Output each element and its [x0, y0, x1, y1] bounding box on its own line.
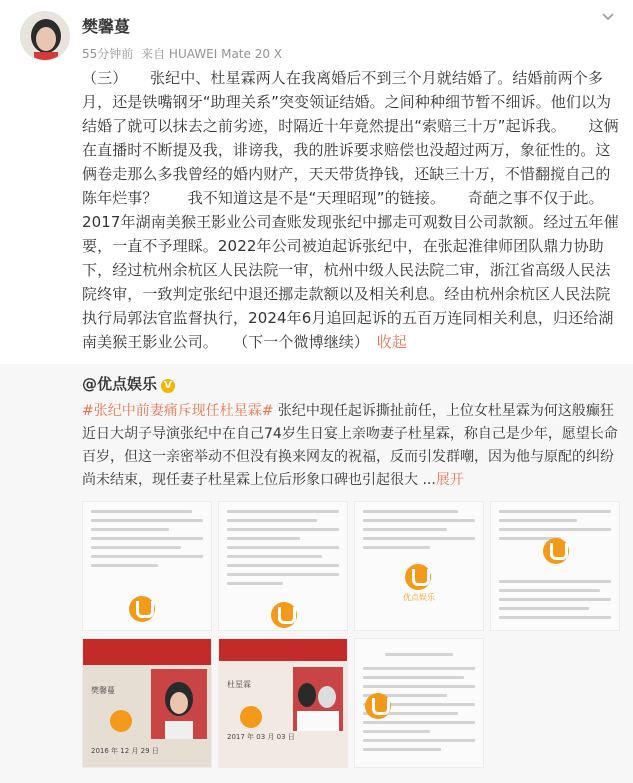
image-thumbnail[interactable] [354, 501, 484, 631]
avatar[interactable] [20, 11, 70, 61]
hashtag-link[interactable]: #张纪中前妻痛斥现任杜星霖# [82, 403, 274, 419]
username[interactable]: 樊馨蔓 [82, 17, 131, 36]
watermark-logo-icon [129, 596, 155, 622]
image-thumbnail[interactable] [218, 638, 348, 768]
verified-badge-icon: V [161, 379, 175, 393]
certificate-name: 杜星霖 [227, 680, 251, 689]
post-meta [82, 45, 286, 62]
certificate-name: 樊馨蔓 [91, 686, 115, 695]
watermark-logo-icon [543, 538, 569, 564]
fold-link[interactable]: 收起 [376, 333, 407, 351]
chevron-down-icon[interactable] [597, 8, 619, 30]
post-text [82, 66, 620, 354]
image-thumbnail[interactable] [218, 501, 348, 631]
watermark-logo-icon [405, 564, 431, 590]
post-paragraph: （三） 张纪中、杜星霖两人在我离婚后不到三个月就结婚了。结婚前两个多月，还是铁嘴钢牙“助理关系”突变领证结婚。之间种种细节暂不细诉。他们以为结婚了就可以抹去之前劣迹，时隔近十年竟然提出“索赔三十万”起诉我。 这俩在直播时不断提及我，诽谤我，我的胜诉要求赔偿也没超过两万，象征性的。这俩卷走那么多我曾经的婚内财产，天天带货挣钱，还缺三十万，不惜翻搅自己的陈年烂事？ 我不知道这是不是“天理昭现”的链接。 奇葩之事不仅于此。 [82, 69, 619, 207]
post-time[interactable]: 55分钟前 [82, 47, 134, 61]
image-grid [82, 501, 620, 774]
post-source: 来自 HUAWEI Mate 20 X [141, 47, 282, 61]
repost-author[interactable]: @优点娱乐 V [82, 373, 175, 394]
image-thumbnail[interactable] [354, 638, 484, 768]
watermark-logo-icon [365, 693, 391, 719]
watermark-logo-icon [271, 602, 297, 628]
image-thumbnail[interactable] [82, 638, 212, 768]
post-paragraph: 2017年湖南美猴王影业公司查账发现张纪中挪走可观数目公司款额。经过五年催要，一直不予理睬。2022年公司被迫起诉张纪中，在张起淮律师团队鼎力协助下，经过杭州余杭区人民法院一审，杭州中级人民法院二审，浙江省高级人民法院终审，一致判定张纪中退还挪走款额以及相关利息。经由杭州余杭区人民法院执行局郭法官监督执行，2024年6月追回起诉的五百万连同相关利息，归还给湖南美猴王影业公司。 （下一个微博继续） 收起 [82, 213, 619, 351]
repost-text: #张纪中前妻痛斥现任杜星霖# 张纪中现任起诉撕扯前任，上位女杜星霖为何这般癫狂 近日大胡子导演张纪中在自己74岁生日宴上亲吻妻子杜星霖，称自己是少年，愿望长命百岁，但这一亲密举动不但没有换来网友的祝福，反而引发群嘲，因为他与原配的纠纷尚未结束，现任妻子杜星霖上位后形象口碑也引起很大 ...展开 [82, 403, 618, 488]
certificate-date: 2016 年 12 月 29 日 [91, 747, 159, 755]
expand-link[interactable]: 展开 [435, 472, 464, 488]
image-thumbnail[interactable] [82, 501, 212, 631]
reposted-card[interactable] [0, 364, 633, 783]
watermark-label: 优点娱乐 [403, 593, 435, 602]
image-thumbnail[interactable] [490, 501, 620, 631]
post-header [0, 0, 633, 70]
certificate-date: 2017 年 03 月 03 日 [227, 733, 295, 741]
